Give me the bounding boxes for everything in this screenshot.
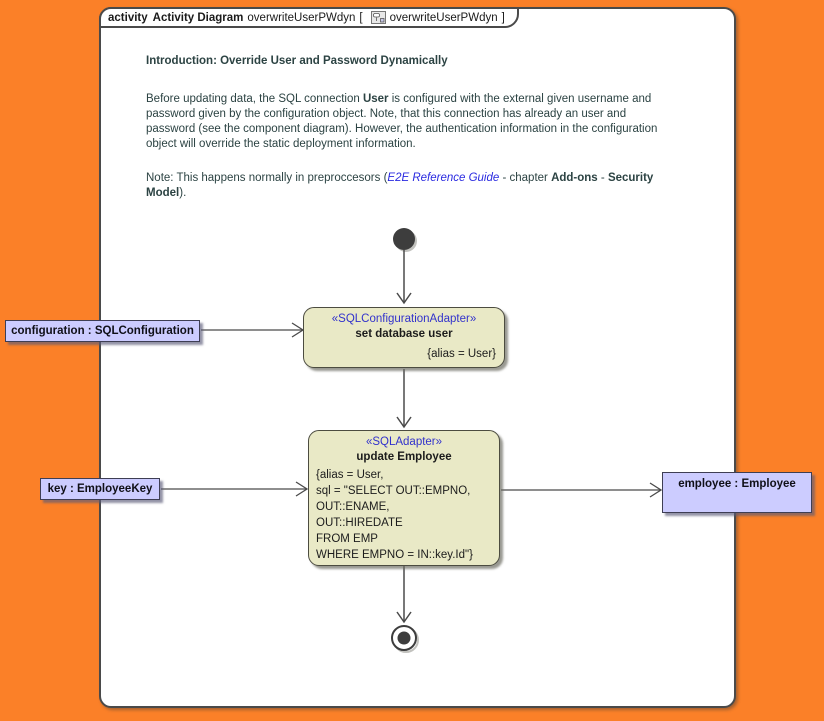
intro-heading: Introduction: Override User and Password Dynamically	[146, 55, 448, 67]
frame-diagram-type: Activity Diagram	[152, 11, 244, 24]
ref-bracket-close: ]	[501, 11, 505, 24]
text-segment: {alias = User,	[316, 469, 384, 481]
param-label: key : EmployeeKey	[47, 483, 153, 495]
activity-diagram-icon	[371, 11, 386, 24]
intro-note	[146, 171, 731, 201]
text-segment: Before updating data, the SQL connection	[146, 93, 363, 105]
text-segment: ).	[179, 187, 187, 199]
param-node-employee[interactable]	[662, 472, 812, 513]
text-segment: OUT::ENAME,	[316, 501, 390, 513]
param-node-configuration[interactable]	[5, 320, 200, 342]
frame-header	[99, 7, 519, 28]
text-segment: Model	[146, 187, 180, 199]
text-segment: Note: This happens normally in preproccesors (	[146, 172, 388, 184]
action-name: update Employee	[356, 451, 452, 463]
diagram-name: overwriteUserPWdyn	[247, 11, 356, 24]
param-label: configuration : SQLConfiguration	[11, 325, 194, 337]
text-segment: is configured with the external given username and	[388, 93, 652, 105]
stereotype-label: «SQLAdapter»	[365, 436, 443, 448]
action-name: set database user	[355, 328, 453, 340]
text-segment: Add-ons	[551, 172, 598, 184]
intro-text-block	[146, 54, 731, 201]
text-segment: password given by the configuration object. Note, that this connection has already an user and	[146, 108, 627, 120]
tagged-values: {alias = User}	[427, 348, 496, 360]
ref-diagram-name: overwriteUserPWdyn	[389, 11, 498, 24]
text-segment: -	[597, 172, 608, 184]
text-segment: sql = "SELECT OUT::EMPNO,	[316, 485, 471, 497]
ref-bracket-open: [	[359, 11, 363, 24]
intro-paragraph	[146, 92, 731, 152]
text-segment: FROM EMP	[316, 533, 378, 545]
text-segment: object will override the static deployment information.	[146, 138, 416, 150]
action-node-set-database-user[interactable]	[303, 307, 505, 368]
text-segment: Security	[607, 172, 654, 184]
action-node-update-employee[interactable]	[308, 430, 500, 566]
text-segment: OUT::HIREDATE	[316, 517, 403, 529]
stereotype-label: «SQLConfigurationAdapter»	[331, 313, 477, 325]
param-label: employee : Employee	[678, 478, 796, 490]
tagged-values	[309, 465, 499, 563]
e2e-reference-guide-link[interactable]: E2E Reference Guide	[387, 172, 500, 184]
frame-keyword: activity	[108, 11, 148, 24]
text-segment: User	[362, 93, 389, 105]
text-segment: - chapter	[499, 172, 552, 184]
text-segment: WHERE EMPNO = IN::key.Id"}	[316, 549, 473, 561]
text-segment: password (see the component diagram). However, the authentication information in the configuration	[146, 123, 658, 135]
param-node-key[interactable]	[40, 478, 160, 500]
